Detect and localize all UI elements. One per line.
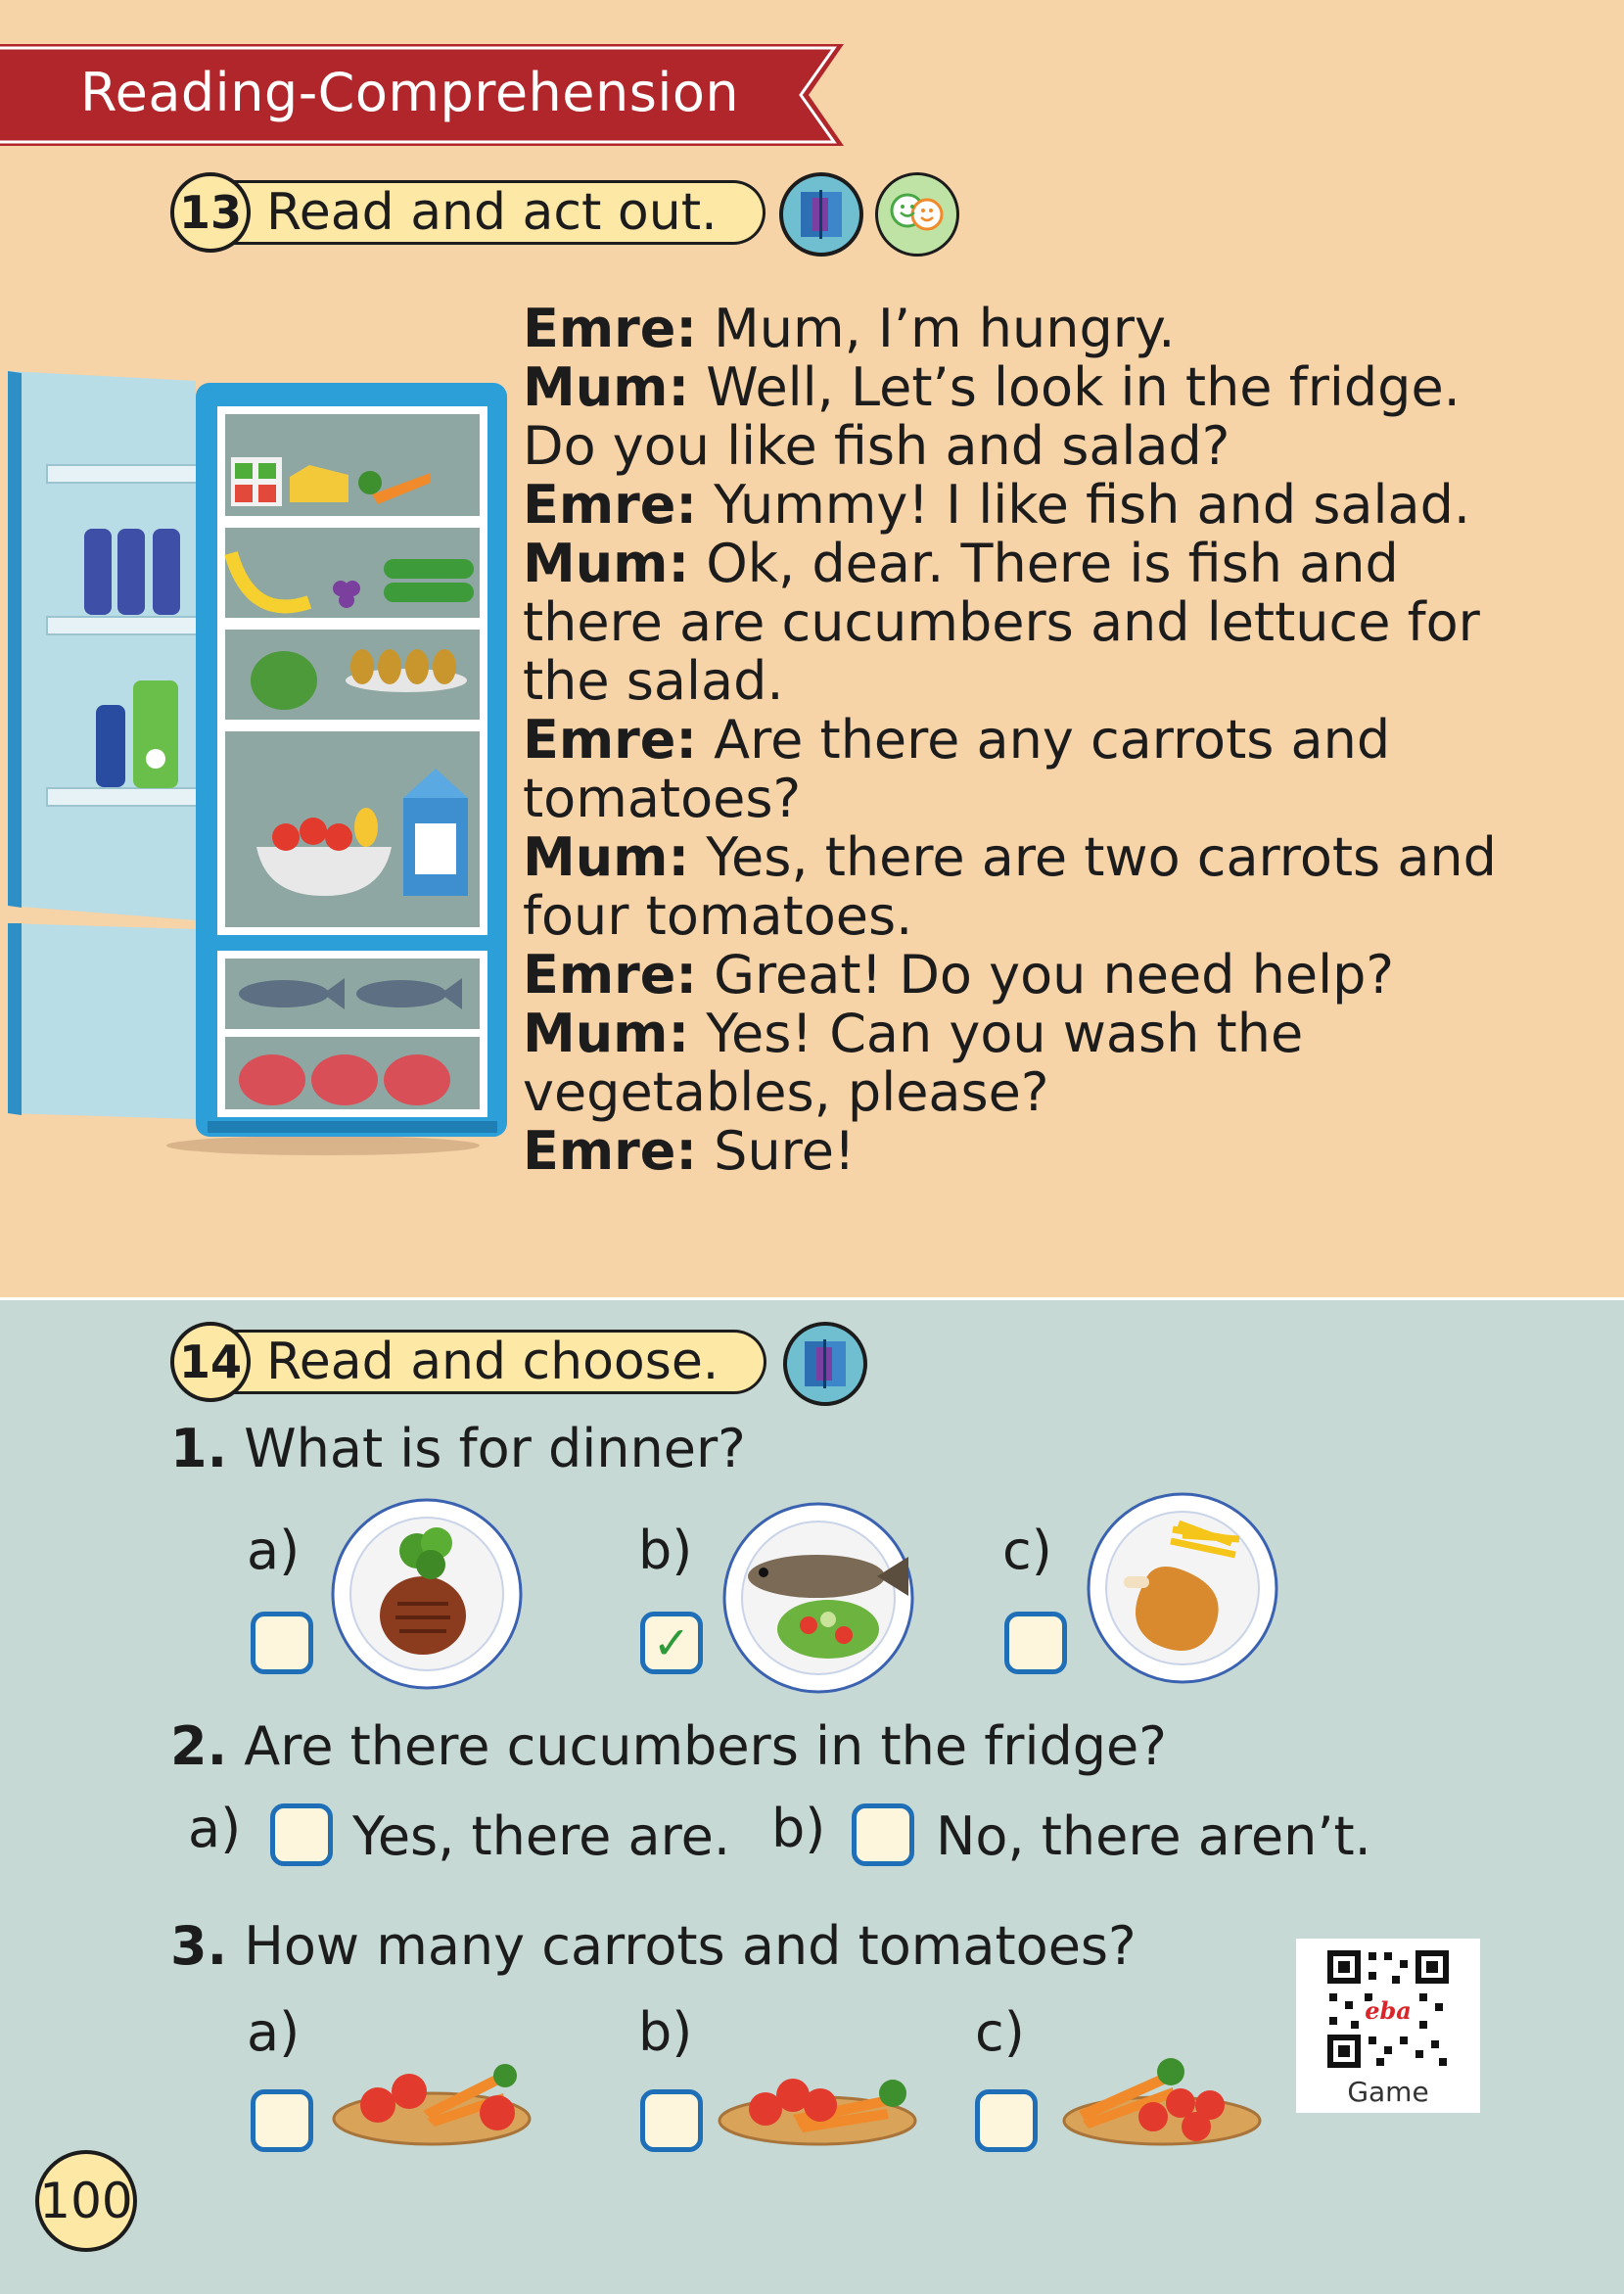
q1-option-b-letter: b) (638, 1520, 693, 1581)
line-text: Well, Let’s look in the fridge. Do you like fish and salad? (523, 356, 1461, 477)
task13-title: Read and act out. (223, 180, 766, 245)
line-text: Yes! Can you wash the vegetables, please? (523, 1003, 1304, 1123)
carrots-tomatoes-tray-image (329, 2037, 534, 2154)
book-icon (783, 1322, 867, 1406)
speaker: Mum: (523, 1003, 690, 1064)
check-mark-icon: ✓ (652, 1616, 691, 1669)
question-text: How many carrots and tomatoes? (227, 1915, 1137, 1977)
speaker: Emre: (523, 709, 698, 771)
line-text: Mum, I’m hungry. (697, 298, 1176, 359)
meat-broccoli-plate-image (329, 1496, 525, 1692)
question-2 (170, 1715, 1167, 1777)
question-number: 1. (170, 1418, 228, 1479)
q2-option-a-letter: a) (188, 1798, 242, 1859)
question-text: What is for dinner? (227, 1418, 746, 1479)
q2-option-b-letter: b) (771, 1798, 826, 1859)
q3-option-b-letter: b) (638, 2001, 693, 2063)
qr-logo-text: eba (1365, 1996, 1412, 2025)
q2-option-a-checkbox[interactable] (270, 1803, 333, 1866)
qr-label: Game (1347, 2076, 1429, 2108)
speaker: Emre: (523, 1120, 698, 1182)
q3-option-a-letter: a) (247, 2001, 301, 2063)
q1-option-a-checkbox[interactable] (251, 1612, 313, 1674)
speaker: Emre: (523, 474, 698, 536)
speaker: Mum: (523, 533, 690, 594)
page-number: 100 (35, 2150, 137, 2252)
question-1 (170, 1418, 746, 1479)
carrots-tomatoes-tray-image (715, 2037, 920, 2154)
dialogue (523, 300, 1541, 1181)
q2-option-b-text: No, there aren’t. (936, 1805, 1371, 1867)
dialogue-line (523, 711, 1541, 828)
dialogue-line (523, 476, 1541, 535)
fridge-illustration (0, 367, 519, 1160)
dialogue-line (523, 358, 1541, 476)
book-icon (779, 172, 863, 257)
dialogue-line (523, 1005, 1541, 1122)
q3-option-c-letter: c) (975, 2001, 1025, 2063)
speaker: Emre: (523, 944, 698, 1006)
line-text: Yes, there are two carrots and four tomatoes. (523, 826, 1497, 947)
speech-icon (875, 172, 959, 257)
q3-option-a-checkbox[interactable] (251, 2089, 313, 2152)
task13-number: 13 (170, 172, 251, 253)
speaker: Emre: (523, 298, 698, 359)
line-text: Great! Do you need help? (697, 944, 1395, 1006)
line-text: Yummy! I like fish and salad. (697, 474, 1471, 536)
question-text: Are there cucumbers in the fridge? (227, 1715, 1167, 1777)
q3-option-b-checkbox[interactable] (640, 2089, 703, 2152)
dialogue-line (523, 535, 1541, 711)
section-title: Reading-Comprehension (80, 62, 740, 123)
q2-option-b-checkbox[interactable] (852, 1803, 914, 1866)
line-text: Ok, dear. There is fish and there are cucumbers and lettuce for the salad. (523, 533, 1480, 712)
q1-option-a-letter: a) (247, 1520, 301, 1581)
question-number: 3. (170, 1915, 228, 1977)
dialogue-line (523, 300, 1541, 358)
speaker: Mum: (523, 826, 690, 888)
q2-option-a-text: Yes, there are. (352, 1805, 731, 1867)
q1-option-c-letter: c) (1002, 1520, 1052, 1581)
q1-option-b-checkbox[interactable] (640, 1612, 703, 1674)
question-3 (170, 1915, 1137, 1977)
speaker: Mum: (523, 356, 690, 418)
qr-code-icon (1296, 1939, 1480, 2076)
game-qr-code[interactable] (1296, 1939, 1480, 2113)
fish-salad-plate-image (720, 1500, 916, 1696)
q3-option-c-checkbox[interactable] (975, 2089, 1038, 2152)
task14-title: Read and choose. (223, 1330, 766, 1394)
q1-option-c-checkbox[interactable] (1004, 1612, 1067, 1674)
line-text: Are there any carrots and tomatoes? (523, 709, 1391, 829)
dialogue-line (523, 946, 1541, 1005)
dialogue-line (523, 1122, 1541, 1181)
question-number: 2. (170, 1715, 228, 1777)
line-text: Sure! (697, 1120, 856, 1182)
dialogue-line (523, 828, 1541, 946)
carrots-tomatoes-tray-image (1059, 2033, 1265, 2154)
task14-number: 14 (170, 1322, 251, 1402)
chicken-fries-plate-image (1085, 1490, 1280, 1686)
